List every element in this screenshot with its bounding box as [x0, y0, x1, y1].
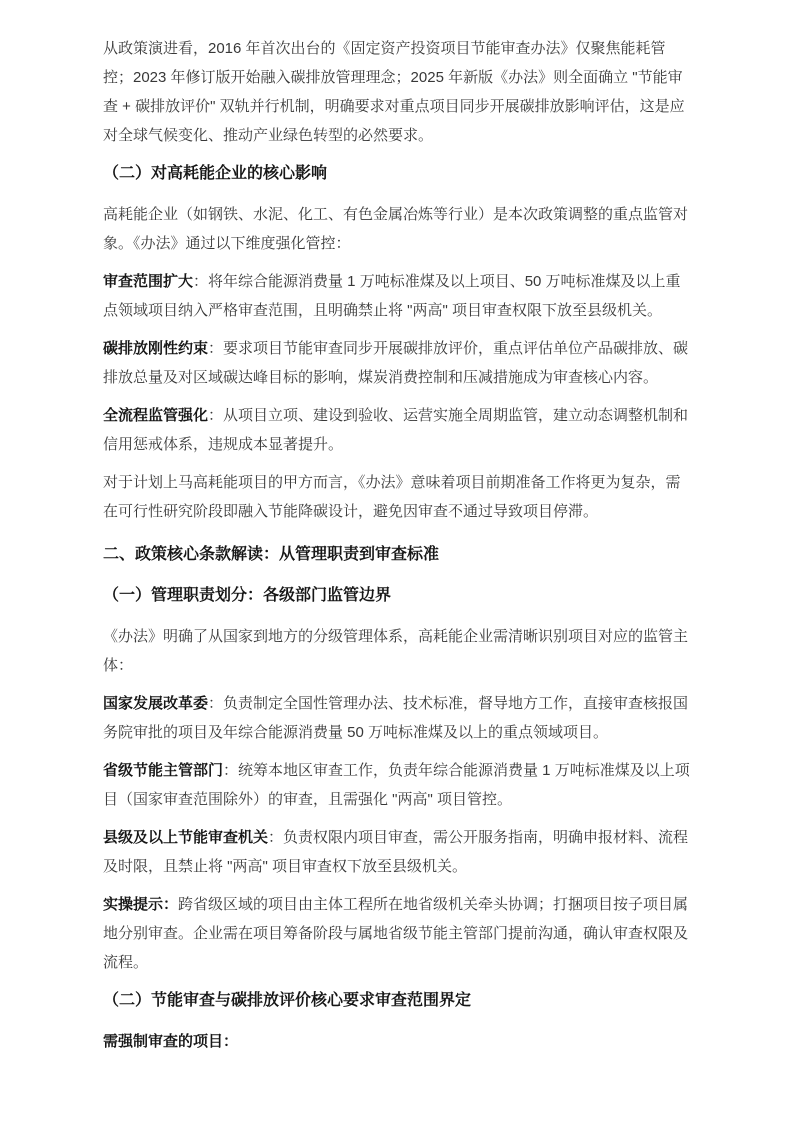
body-text: 从政策演进看，2016 年首次出台的《固定资产投资项目节能审查办法》仅聚焦能耗管控；2023 年修订版开始融入碳排放管理理念；2025 年新版《办法》则全面确立 "节能审查 + 碳排放评价" 双轨并行机制，明确要求对重点项目同步开展碳排放影响评估，这是应对全球气候变化、推动产业绿色转型的必然要求。: [103, 40, 685, 144]
heading-management-responsibility-division: （一）管理职责划分：各级部门监管边界: [103, 587, 392, 604]
heading-section-2-policy-core-clauses: 二、政策核心条款解读：从管理职责到审查标准: [103, 546, 440, 563]
bold-lead-text: 全流程监管强化: [103, 407, 209, 424]
document-body: [103, 34, 693, 1056]
body-text: 《办法》明确了从国家到地方的分级管理体系，高耗能企业需清晰识别项目对应的监管主体：: [103, 628, 689, 674]
body-text: ：从项目立项、建设到验收、运营实施全周期监管，建立动态调整机制和信用惩戒体系，违规成本显著提升。: [103, 407, 689, 453]
paragraph-mandatory-review-projects-label: [103, 1027, 693, 1056]
body-text: ：将年综合能源消费量 1 万吨标准煤及以上项目、50 万吨标准煤及以上重点领域项目纳入严格审查范围，且明确禁止将 "两高" 项目审查权限下放至县级机关。: [103, 273, 681, 319]
paragraph-carbon-rigid-constraint: [103, 334, 693, 392]
paragraph-owner-implications: [103, 468, 693, 526]
bold-lead-text: 县级及以上节能审查机关: [103, 829, 269, 846]
paragraph-county-level-authority-duties: [103, 823, 693, 881]
heading-review-scope-definition: （二）节能审查与碳排放评价核心要求审查范围界定: [103, 992, 472, 1009]
body-text: 高耗能企业（如钢铁、水泥、化工、有色金属冶炼等行业）是本次政策调整的重点监管对象。《办法》通过以下维度强化管控：: [103, 206, 689, 252]
bold-lead-text: 碳排放刚性约束: [103, 340, 209, 357]
body-text: ：负责权限内项目审查，需公开服务指南，明确申报材料、流程及时限，且禁止将 "两高" 项目审查权下放至县级机关。: [103, 829, 689, 875]
paragraph-full-process-supervision: [103, 401, 693, 459]
bold-lead-text: 实操提示：: [103, 896, 179, 913]
paragraph-practical-tips: [103, 890, 693, 977]
paragraph-key-regulated-industries: [103, 200, 693, 258]
heading-core-impact-on-energy-intensive-enterprises: （二）对高耗能企业的核心影响: [103, 165, 328, 182]
paragraph-review-scope-expansion: [103, 267, 693, 325]
bold-lead-text: 国家发展改革委: [103, 695, 209, 712]
body-text: ：负责制定全国性管理办法、技术标准，督导地方工作，直接审查核报国务院审批的项目及年综合能源消费量 50 万吨标准煤及以上的重点领域项目。: [103, 695, 689, 741]
body-text: 对于计划上马高耗能项目的甲方而言，《办法》意味着项目前期准备工作将更为复杂，需在可行性研究阶段即融入节能降碳设计，避免因审查不通过导致项目停滞。: [103, 474, 681, 520]
body-text: ：要求项目节能审查同步开展碳排放评价，重点评估单位产品碳排放、碳排放总量及对区域碳达峰目标的影响，煤炭消费控制和压减措施成为审查核心内容。: [103, 340, 689, 386]
bold-lead-text: 审查范围扩大: [103, 273, 194, 290]
body-text: 跨省级区域的项目由主体工程所在地省级机关牵头协调；打捆项目按子项目属地分别审查。企业需在项目筹备阶段与属地省级节能主管部门提前沟通，确认审查权限及流程。: [103, 896, 689, 971]
bold-lead-text: 省级节能主管部门: [103, 762, 224, 779]
body-text: ：统筹本地区审查工作，负责年综合能源消费量 1 万吨标准煤及以上项目（国家审查范围除外）的审查，且需强化 "两高" 项目管控。: [103, 762, 690, 808]
paragraph-provincial-authority-duties: [103, 756, 693, 814]
bold-lead-text: 需强制审查的项目：: [103, 1033, 239, 1050]
paragraph-ndrc-duties: [103, 689, 693, 747]
paragraph-policy-evolution: [103, 34, 693, 150]
paragraph-hierarchical-management-system: [103, 622, 693, 680]
